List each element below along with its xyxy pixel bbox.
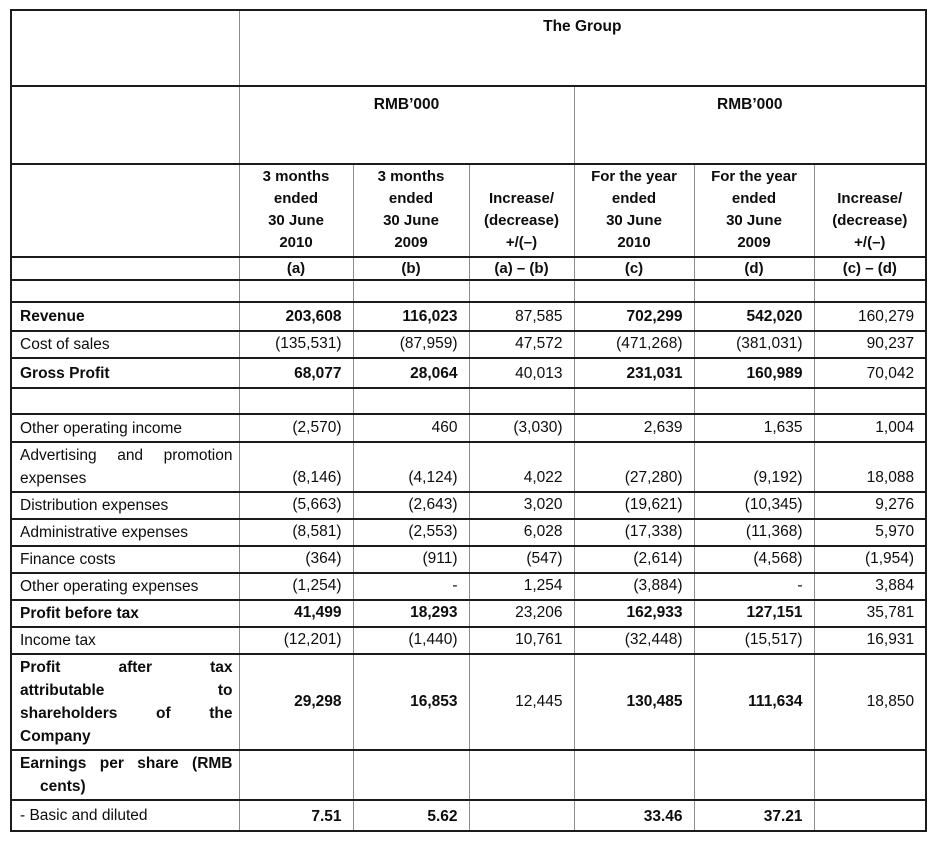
value-cell [814,280,926,302]
value-cell: (1,254) [239,573,353,600]
value-cell [239,388,353,414]
row-label [11,750,239,800]
value-cell: (2,570) [239,414,353,442]
value-cell: 28,064 [353,358,469,388]
group-financial-table [10,9,927,832]
value-cell: 1,635 [694,414,814,442]
row-label: Administrative expenses [11,519,239,546]
row-label [11,442,239,492]
row-label: Other operating expenses [11,573,239,600]
row-label-line: Earnings per share (RMB [20,755,233,772]
header-line: 2009 [737,234,771,251]
table-row [11,442,926,492]
value-cell: 68,077 [239,358,353,388]
header-line: 30 June [726,212,782,229]
value-cell: (17,338) [574,519,694,546]
value-cell: (11,368) [694,519,814,546]
header-line: 30 June [268,212,324,229]
column-header-year-2009 [694,164,814,257]
header-line: 30 June [383,212,439,229]
header-line: For the year [711,168,797,185]
value-cell: 37.21 [694,800,814,831]
value-cell [694,750,814,800]
row-label-line: attributable to [20,682,233,699]
value-cell: (32,448) [574,627,694,654]
value-cell: 3,884 [814,573,926,600]
value-cell: 1,004 [814,414,926,442]
value-cell: (4,568) [694,546,814,573]
value-cell: 35,781 [814,600,926,627]
value-cell: 18,850 [814,654,926,750]
row-label-line: cents) [40,778,86,795]
header-line: Increase/ [837,190,903,207]
header-line: 3 months [262,168,330,185]
row-label: Income tax [11,627,239,654]
value-cell: 111,634 [694,654,814,750]
value-cell: (1,440) [353,627,469,654]
value-cell [353,280,469,302]
header-line: +/(–) [505,234,538,251]
table-row [11,654,926,750]
ref-a-minus-b: (a) – (b) [469,257,574,280]
column-header-3m-2009 [353,164,469,257]
header-line: ended [731,190,777,207]
value-cell: (2,614) [574,546,694,573]
value-cell: (12,201) [239,627,353,654]
ref-b: (b) [353,257,469,280]
value-cell: 18,088 [814,442,926,492]
value-cell: 7.51 [239,800,353,831]
value-cell: (1,954) [814,546,926,573]
value-cell: (4,124) [353,442,469,492]
value-cell [353,388,469,414]
value-cell: (547) [469,546,574,573]
value-cell: 87,585 [469,302,574,331]
ref-c: (c) [574,257,694,280]
value-cell: 231,031 [574,358,694,388]
table-body [11,280,926,831]
table-row [11,600,926,627]
table-row [11,519,926,546]
value-cell: 203,608 [239,302,353,331]
table-row [11,627,926,654]
table-row [11,800,926,831]
row-label [11,388,239,414]
column-header-year-2010 [574,164,694,257]
value-cell: 702,299 [574,302,694,331]
header-line: 30 June [606,212,662,229]
value-cell: 127,151 [694,600,814,627]
value-cell: 12,445 [469,654,574,750]
value-cell [353,750,469,800]
value-cell: 40,013 [469,358,574,388]
unit-right-label: RMB’000 [574,86,926,164]
value-cell: (471,268) [574,331,694,358]
header-line: 3 months [377,168,445,185]
value-cell: (364) [239,546,353,573]
corner-cell [11,86,239,164]
value-cell [814,800,926,831]
value-cell: 70,042 [814,358,926,388]
value-cell: 3,020 [469,492,574,519]
table-row [11,414,926,442]
value-cell: 2,639 [574,414,694,442]
value-cell: (381,031) [694,331,814,358]
corner-cell [11,257,239,280]
value-cell: 6,028 [469,519,574,546]
column-header-row [11,164,926,257]
unit-left-label: RMB’000 [239,86,574,164]
value-cell [694,280,814,302]
value-cell: (135,531) [239,331,353,358]
corner-cell [11,10,239,86]
value-cell: 5.62 [353,800,469,831]
table-row [11,573,926,600]
row-label-line: Profit after tax [20,659,233,676]
value-cell: 160,989 [694,358,814,388]
value-cell: (15,517) [694,627,814,654]
value-cell: 162,933 [574,600,694,627]
value-cell: 18,293 [353,600,469,627]
value-cell: (3,884) [574,573,694,600]
table-row [11,331,926,358]
value-cell: 130,485 [574,654,694,750]
value-cell [469,750,574,800]
value-cell: (2,643) [353,492,469,519]
header-line: Increase/ [488,190,555,207]
value-cell: 16,931 [814,627,926,654]
header-line: ended [388,190,434,207]
row-label-line: shareholders of the [20,705,233,722]
header-line: (decrease) [832,212,908,229]
header-line: ended [611,190,657,207]
value-cell: (87,959) [353,331,469,358]
column-header-increase-cd [814,164,926,257]
group-title: The Group [239,10,926,86]
value-cell [239,280,353,302]
header-line: (decrease) [483,212,560,229]
ref-a: (a) [239,257,353,280]
header-line: 2010 [617,234,651,251]
group-header-row [11,10,926,86]
value-cell: 5,970 [814,519,926,546]
header-line: ended [273,190,319,207]
ref-d: (d) [694,257,814,280]
value-cell: 16,853 [353,654,469,750]
column-header-3m-2010 [239,164,353,257]
row-label-line: Advertising and promotion [20,447,233,464]
row-label: - Basic and diluted [11,800,239,831]
header-line: +/(–) [854,234,886,251]
value-cell: (19,621) [574,492,694,519]
column-header-increase-ab [469,164,574,257]
value-cell [814,388,926,414]
value-cell [239,750,353,800]
value-cell: (8,146) [239,442,353,492]
unit-row [11,86,926,164]
value-cell: 29,298 [239,654,353,750]
value-cell: (3,030) [469,414,574,442]
value-cell: (27,280) [574,442,694,492]
value-cell: 4,022 [469,442,574,492]
value-cell: (911) [353,546,469,573]
table-row [11,302,926,331]
ref-c-minus-d: (c) – (d) [814,257,926,280]
value-cell: 41,499 [239,600,353,627]
header-line: 2010 [279,234,313,251]
value-cell [574,280,694,302]
table-row [11,358,926,388]
value-cell: 9,276 [814,492,926,519]
value-cell: (10,345) [694,492,814,519]
corner-cell [11,164,239,257]
row-label [11,654,239,750]
value-cell: 10,761 [469,627,574,654]
value-cell: (5,663) [239,492,353,519]
value-cell: - [353,573,469,600]
value-cell [469,388,574,414]
value-cell [814,750,926,800]
reference-row [11,257,926,280]
header-line: For the year [591,168,677,185]
spacer-row [11,388,926,414]
table-row [11,750,926,800]
value-cell: 33.46 [574,800,694,831]
row-label: Profit before tax [11,600,239,627]
value-cell [694,388,814,414]
value-cell: (8,581) [239,519,353,546]
value-cell: 116,023 [353,302,469,331]
value-cell: 23,206 [469,600,574,627]
row-label: Cost of sales [11,331,239,358]
row-label: Finance costs [11,546,239,573]
value-cell: (2,553) [353,519,469,546]
row-label: Other operating income [11,414,239,442]
value-cell: 90,237 [814,331,926,358]
value-cell: 542,020 [694,302,814,331]
row-label: Gross Profit [11,358,239,388]
value-cell: 460 [353,414,469,442]
value-cell [574,388,694,414]
value-cell: 47,572 [469,331,574,358]
value-cell: 160,279 [814,302,926,331]
value-cell [469,800,574,831]
row-label-line: expenses [20,470,87,487]
value-cell: (9,192) [694,442,814,492]
value-cell [574,750,694,800]
header-line: 2009 [394,234,428,251]
table-row [11,492,926,519]
table-row [11,546,926,573]
spacer-row [11,280,926,302]
value-cell [469,280,574,302]
row-label [11,280,239,302]
value-cell: 1,254 [469,573,574,600]
row-label: Distribution expenses [11,492,239,519]
value-cell: - [694,573,814,600]
row-label: Revenue [11,302,239,331]
row-label-line: Company [20,728,91,745]
